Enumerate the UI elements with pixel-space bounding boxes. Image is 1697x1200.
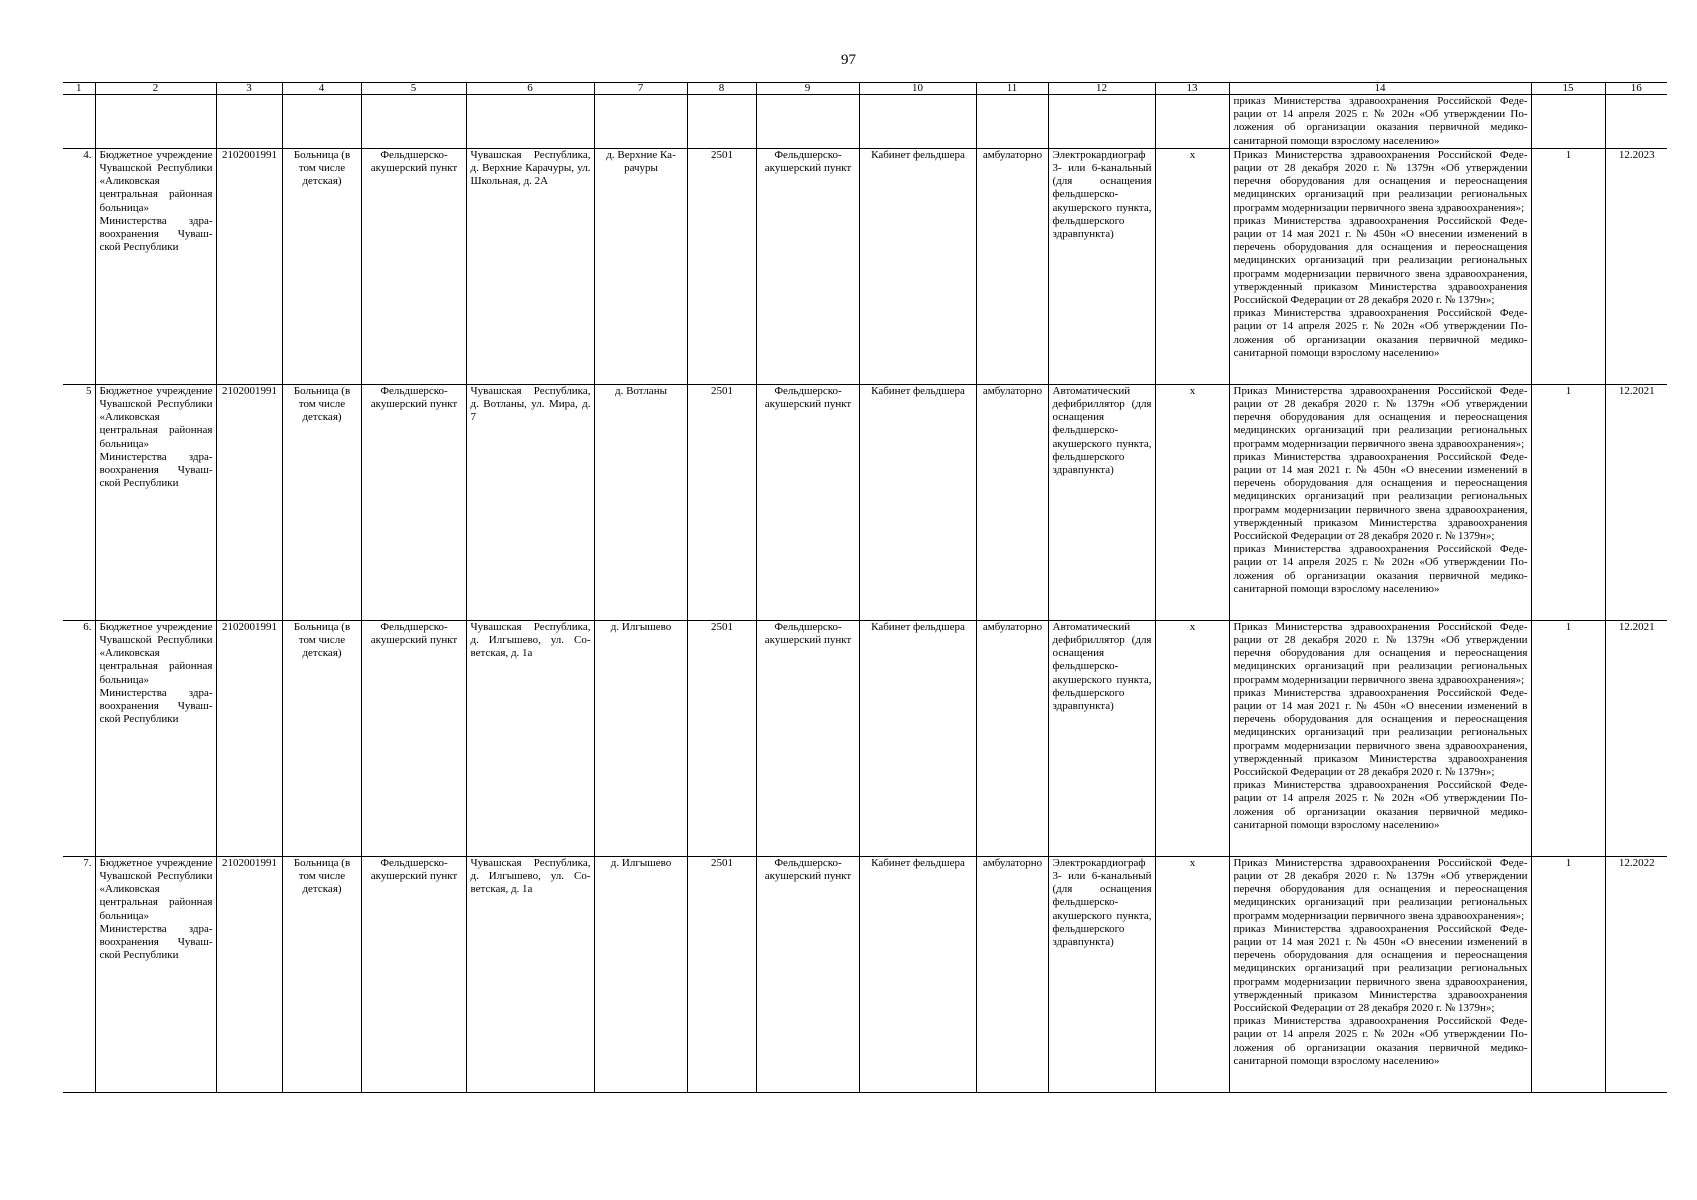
- date: 12.2022: [1605, 856, 1667, 1092]
- row-number: 4.: [63, 148, 95, 384]
- equipment-table: [63, 82, 1667, 1093]
- locality: д. Илгышево: [594, 620, 687, 856]
- column-number: 4: [282, 83, 361, 95]
- equipment-name: Автоматический дефибриллятор (для оснащения фельдшерско-акушерского пункта, фельдшерского здравпункта): [1048, 384, 1155, 620]
- legal-basis: [1229, 856, 1531, 1092]
- column-number: 14: [1229, 83, 1531, 95]
- code: 2501: [687, 856, 756, 1092]
- address: Чувашская Республика, д. Верхние Карачуры, ул. Школьная, д. 2А: [466, 148, 594, 384]
- structural-unit: Фельдшерско-акушерский пункт: [361, 856, 466, 1092]
- column-number: 7: [594, 83, 687, 95]
- column-number: 2: [95, 83, 216, 95]
- code: 2501: [687, 620, 756, 856]
- address: Чувашская Республика, д. Вотланы, ул. Мира, д. 7: [466, 384, 594, 620]
- locality: д. Верхние Карачуры: [594, 148, 687, 384]
- law-text: Приказ Министерства здравоохранения Российской Федерации от 28 декабря 2020 г. № 1379н «Об утверждении перечня оборудования для оснащения и переоснащения медицинских организаций при реализации региональных программ модернизации первичного звена здравоохранения»;: [1233, 856, 1528, 922]
- care-mode: амбулаторно: [976, 384, 1048, 620]
- structural-unit-2: Фельдшерско-акушерский пункт: [756, 620, 859, 856]
- table-row: [63, 620, 1667, 856]
- facility-type: Больница (в том числе детская): [282, 384, 361, 620]
- column-number: 5: [361, 83, 466, 95]
- date: 12.2021: [1605, 384, 1667, 620]
- structural-unit: Фельдшерско-акушерский пункт: [361, 384, 466, 620]
- address: Чувашская Республика, д. Илгышево, ул. Советская, д. 1а: [466, 856, 594, 1092]
- structural-unit: Фельдшерско-акушерский пункт: [361, 148, 466, 384]
- organization-name: Бюджетное учреждение Чувашской Республики «Аликовская центральная районная больница» Министерства здравоохранения Чувашской Республики: [95, 856, 216, 1092]
- legal-basis: [1229, 148, 1531, 384]
- code: 2501: [687, 384, 756, 620]
- row-number: 6.: [63, 620, 95, 856]
- code: 2501: [687, 148, 756, 384]
- quantity: 1: [1531, 620, 1605, 856]
- equipment-name: Электрокардиограф 3- или 6-канальный (для оснащения фельдшерско-акушерского пункта, фельдшерского здравпункта): [1048, 148, 1155, 384]
- law-text: Приказ Министерства здравоохранения Российской Федерации от 28 декабря 2020 г. № 1379н «Об утверждении перечня оборудования для оснащения и переоснащения медицинских организаций при реализации региональных программ модернизации первичного звена здравоохранения»;: [1233, 148, 1528, 214]
- law-text: приказ Министерства здравоохранения Российской Федерации от 14 апреля 2025 г. № 202н «Об утверждении Положения об организации оказания первичной медико-санитарной помощи взрослому населению»: [1233, 1015, 1528, 1067]
- equipment-name: Автоматический дефибриллятор (для оснащения фельдшерско-акушерского пункта, фельдшерского здравпункта): [1048, 620, 1155, 856]
- date: 12.2021: [1605, 620, 1667, 856]
- inn: 2102001991: [216, 856, 282, 1092]
- quantity: 1: [1531, 148, 1605, 384]
- column-number-row: [63, 83, 1667, 95]
- mark: х: [1155, 620, 1229, 856]
- column-number: 16: [1605, 83, 1667, 95]
- care-mode: амбулаторно: [976, 856, 1048, 1092]
- care-mode: амбулаторно: [976, 148, 1048, 384]
- table-row: [63, 384, 1667, 620]
- locality: д. Илгышево: [594, 856, 687, 1092]
- column-number: 8: [687, 83, 756, 95]
- continuation-law-text: приказ Министерства здравоохранения Российской Федерации от 14 апреля 2025 г. № 202н «Об утверждении Положения об организации оказания первичной медико-санитарной помощи взрослому населению»: [1229, 95, 1531, 149]
- column-number: 1: [63, 83, 95, 95]
- column-number: 10: [859, 83, 976, 95]
- continuation-row: [63, 95, 1667, 149]
- structural-unit: Фельдшерско-акушерский пункт: [361, 620, 466, 856]
- law-text: приказ Министерства здравоохранения Российской Федерации от 14 мая 2021 г. № 450н «О внесении изменений в перечень оборудования для оснащения и переоснащения медицинских организаций при реализации региональных программ модернизации первичного звена здравоохранения, утвержденный приказом Министерства здравоохранения Российской Федерации от 28 декабря 2020 г. № 1379н»;: [1233, 450, 1528, 543]
- quantity: 1: [1531, 384, 1605, 620]
- page-number: 97: [841, 52, 856, 68]
- law-text: приказ Министерства здравоохранения Российской Федерации от 14 мая 2021 г. № 450н «О внесении изменений в перечень оборудования для оснащения и переоснащения медицинских организаций при реализации региональных программ модернизации первичного звена здравоохранения, утвержденный приказом Министерства здравоохранения Российской Федерации от 28 декабря 2020 г. № 1379н»;: [1233, 922, 1528, 1015]
- legal-basis: [1229, 384, 1531, 620]
- column-number: 13: [1155, 83, 1229, 95]
- law-text: Приказ Министерства здравоохранения Российской Федерации от 28 декабря 2020 г. № 1379н «Об утверждении перечня оборудования для оснащения и переоснащения медицинских организаций при реализации региональных программ модернизации первичного звена здравоохранения»;: [1233, 384, 1528, 450]
- column-number: 12: [1048, 83, 1155, 95]
- law-text: Приказ Министерства здравоохранения Российской Федерации от 28 декабря 2020 г. № 1379н «Об утверждении перечня оборудования для оснащения и переоснащения медицинских организаций при реализации региональных программ модернизации первичного звена здравоохранения»;: [1233, 620, 1528, 686]
- facility-type: Больница (в том числе детская): [282, 620, 361, 856]
- row-number: 5: [63, 384, 95, 620]
- row-number: 7.: [63, 856, 95, 1092]
- room: Кабинет фельдшера: [859, 148, 976, 384]
- legal-basis: [1229, 620, 1531, 856]
- mark: х: [1155, 856, 1229, 1092]
- column-number: 11: [976, 83, 1048, 95]
- structural-unit-2: Фельдшерско-акушерский пункт: [756, 384, 859, 620]
- facility-type: Больница (в том числе детская): [282, 148, 361, 384]
- organization-name: Бюджетное учреждение Чувашской Республики «Аликовская центральная районная больница» Министерства здравоохранения Чувашской Республики: [95, 148, 216, 384]
- law-text: приказ Министерства здравоохранения Российской Федерации от 14 мая 2021 г. № 450н «О внесении изменений в перечень оборудования для оснащения и переоснащения медицинских организаций при реализации региональных программ модернизации первичного звена здравоохранения, утвержденный приказом Министерства здравоохранения Российской Федерации от 28 декабря 2020 г. № 1379н»;: [1233, 686, 1528, 779]
- mark: х: [1155, 384, 1229, 620]
- room: Кабинет фельдшера: [859, 856, 976, 1092]
- law-text: приказ Министерства здравоохранения Российской Федерации от 14 мая 2021 г. № 450н «О внесении изменений в перечень оборудования для оснащения и переоснащения медицинских организаций при реализации региональных программ модернизации первичного звена здравоохранения, утвержденный приказом Министерства здравоохранения Российской Федерации от 28 декабря 2020 г. № 1379н»;: [1233, 214, 1528, 307]
- date: 12.2023: [1605, 148, 1667, 384]
- equipment-name: Электрокардиограф 3- или 6-канальный (для оснащения фельдшерско-акушерского пункта, фельдшерского здравпункта): [1048, 856, 1155, 1092]
- facility-type: Больница (в том числе детская): [282, 856, 361, 1092]
- column-number: 6: [466, 83, 594, 95]
- table-row: [63, 856, 1667, 1092]
- law-text: приказ Министерства здравоохранения Российской Федерации от 14 апреля 2025 г. № 202н «Об утверждении Положения об организации оказания первичной медико-санитарной помощи взрослому населению»: [1233, 779, 1528, 831]
- organization-name: Бюджетное учреждение Чувашской Республики «Аликовская центральная районная больница» Министерства здравоохранения Чувашской Республики: [95, 620, 216, 856]
- care-mode: амбулаторно: [976, 620, 1048, 856]
- table-row: [63, 148, 1667, 384]
- inn: 2102001991: [216, 620, 282, 856]
- quantity: 1: [1531, 856, 1605, 1092]
- law-text: приказ Министерства здравоохранения Российской Федерации от 14 апреля 2025 г. № 202н «Об утверждении Положения об организации оказания первичной медико-санитарной помощи взрослому населению»: [1233, 543, 1528, 595]
- locality: д. Вотланы: [594, 384, 687, 620]
- room: Кабинет фельдшера: [859, 384, 976, 620]
- mark: х: [1155, 148, 1229, 384]
- structural-unit-2: Фельдшерско-акушерский пункт: [756, 148, 859, 384]
- organization-name: Бюджетное учреждение Чувашской Республики «Аликовская центральная районная больница» Министерства здравоохранения Чувашской Республики: [95, 384, 216, 620]
- law-text: приказ Министерства здравоохранения Российской Федерации от 14 апреля 2025 г. № 202н «Об утверждении Положения об организации оказания первичной медико-санитарной помощи взрослому населению»: [1233, 307, 1528, 359]
- inn: 2102001991: [216, 384, 282, 620]
- column-number: 15: [1531, 83, 1605, 95]
- column-number: 9: [756, 83, 859, 95]
- inn: 2102001991: [216, 148, 282, 384]
- structural-unit-2: Фельдшерско-акушерский пункт: [756, 856, 859, 1092]
- room: Кабинет фельдшера: [859, 620, 976, 856]
- column-number: 3: [216, 83, 282, 95]
- address: Чувашская Республика, д. Илгышево, ул. Советская, д. 1а: [466, 620, 594, 856]
